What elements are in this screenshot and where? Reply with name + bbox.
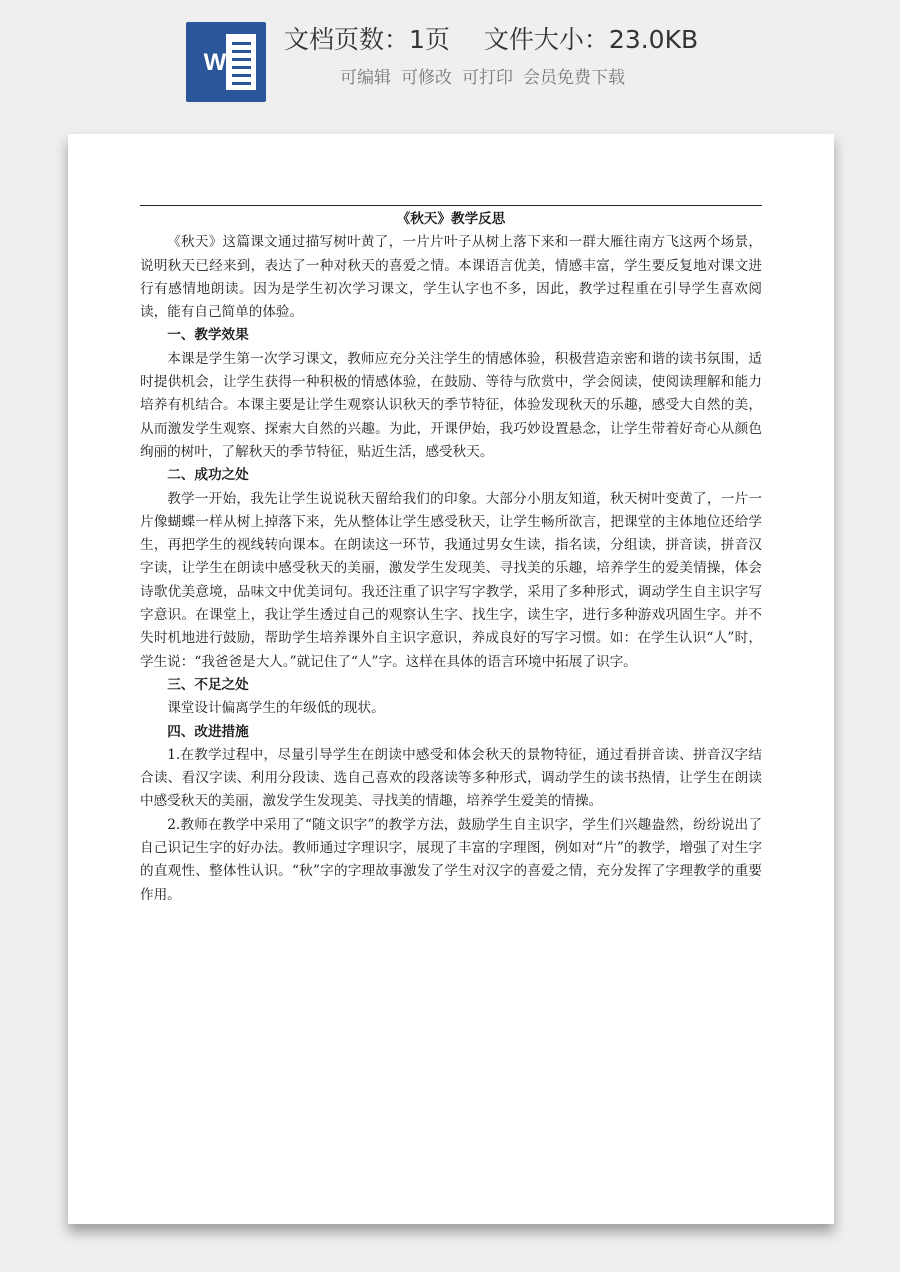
word-document-icon	[186, 22, 266, 102]
improvement-item-2: 2.教师在教学中采用了“随文识字”的教学方法，鼓励学生自主识字，学生们兴趣盎然，纷纷说出了自己识记生字的好办法。教师通过字理识字，展现了丰富的字理图，例如对“片”的教学，增强了对生字的直观性、整体性认识。“秋”字的字理故事激发了学生对汉字的喜爱之情，充分发挥了字理教学的重要作用。	[140, 816, 762, 903]
document-body	[140, 208, 762, 907]
section-heading-shortcoming: 三、不足之处	[167, 676, 249, 693]
page-count: 文档页数：1页	[284, 25, 450, 54]
section-heading-improvement: 四、改进措施	[167, 723, 249, 740]
download-info-header	[0, 0, 900, 120]
section-success-paragraph: 教学一开始，我先让学生说说秋天留给我们的印象。大部分小朋友知道，秋天树叶变黄了，一片一片像蝴蝶一样从树上掉落下来，先从整体让学生感受秋天，让学生畅所欲言，把课堂的主体地位还给学生，再把学生的视线转向课本。在朗读这一环节，我通过男女生读，指名读，分组读，拼音读，拼音汉字读，让学生在朗读中感受秋天的美丽，激发学生发现美、寻找美的乐趣，培养学生的爱美情操，体会诗歌优美意境，品味文中优美词句。我还注重了识字写字教学，采用了多种形式，调动学生自主识字写字意识。在课堂上，我让学生透过自己的观察认生字、找生字，读生字，进行多种游戏巩固生字。并不失时机地进行鼓励，帮助学生培养课外自主识字意识，养成良好的写字习惯。如：在学生认识“人”时，学生说：“我爸爸是大人。”就记住了“人”字。这样在具体的语言环境中拓展了识字。	[140, 490, 762, 670]
intro-paragraph: 《秋天》这篇课文通过描写树叶黄了，一片片叶子从树上落下来和一群大雁往南方飞这两个场景，说明秋天已经来到，表达了一种对秋天的喜爱之情。本课语言优美，情感丰富，学生要反复地对课文进行有感情地朗读。因为是学生初次学习课文，学生认字也不多，因此，教学过程重在引导学生喜欢阅读，能有自己简单的体验。	[140, 234, 762, 321]
feature-list	[340, 64, 635, 92]
section-effect-paragraph: 本课是学生第一次学习课文，教师应充分关注学生的情感体验，积极营造亲密和谐的读书氛围，适时提供机会，让学生获得一种积极的情感体验，在鼓励、等待与欣赏中，学会阅读，使阅读理解和能力培养有机结合。本课主要是让学生观察认识秋天的季节特征，体验发现秋天的乐趣，感受大自然的美，从而激发学生观察、探索大自然的兴趣。为此，开课伊始，我巧妙设置悬念，让学生带着好奇心从颜色绚丽的树叶，了解秋天的季节特征，贴近生活，感受秋天。	[140, 350, 762, 460]
document-page	[68, 134, 834, 1224]
section-heading-effect: 一、教学效果	[167, 327, 249, 344]
document-title: 《秋天》教学反思	[396, 211, 506, 227]
file-meta	[284, 22, 698, 58]
improvement-item-1: 1.在教学过程中，尽量引导学生在朗读中感受和体会秋天的景物特征，通过看拼音读、拼音汉字结合读、看汉字读、利用分段读、选自己喜欢的段落读等多种形式，调动学生的读书热情，让学生在朗读中感受秋天的美丽，激发学生发现美、寻找美的情趣，培养学生爱美的情操。	[140, 746, 762, 810]
word-logo-letter: W	[203, 49, 227, 76]
feature-modifiable: 可修改	[401, 68, 452, 88]
header-rule	[140, 205, 762, 206]
section-shortcoming-paragraph: 课堂设计偏离学生的年级低的现状。	[167, 700, 385, 717]
file-size: 文件大小：23.0KB	[483, 25, 699, 54]
section-heading-success: 二、成功之处	[167, 467, 249, 484]
feature-editable: 可编辑	[340, 68, 391, 88]
feature-printable: 可打印	[462, 68, 513, 88]
feature-member-download: 会员免费下载	[523, 68, 625, 88]
